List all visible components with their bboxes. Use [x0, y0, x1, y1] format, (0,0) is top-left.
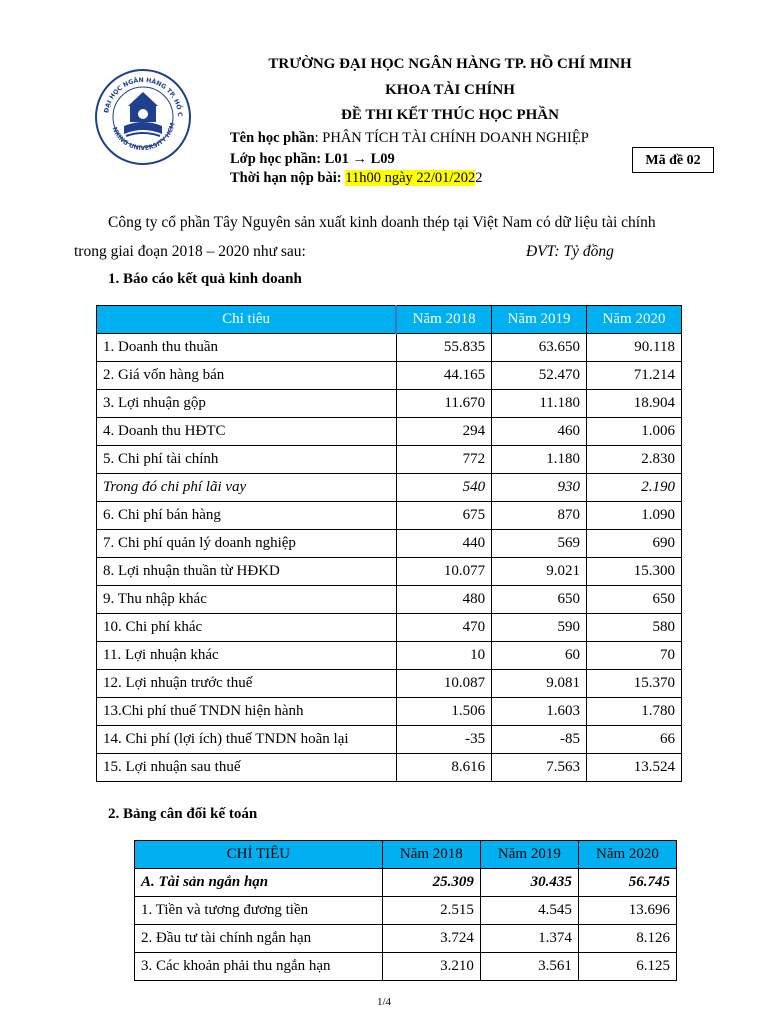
value-2019: 1.374: [480, 925, 578, 953]
table-row: [97, 558, 682, 586]
col-header-indicator: Chỉ tiêu: [97, 306, 397, 334]
deadline-sep: :: [336, 170, 346, 186]
row-label: 3. Lợi nhuận gộp: [97, 390, 397, 418]
value-2019: 569: [492, 530, 587, 558]
value-2018: 10: [396, 642, 491, 670]
row-label: A. Tài sản ngắn hạn: [135, 869, 383, 897]
value-2020: 66: [587, 726, 682, 754]
row-label: 5. Chi phí tài chính: [97, 446, 397, 474]
value-2019: 4.545: [480, 897, 578, 925]
row-label: 8. Lợi nhuận thuần từ HĐKD: [97, 558, 397, 586]
row-label: 2. Đầu tư tài chính ngắn hạn: [135, 925, 383, 953]
table-row: [97, 754, 682, 782]
value-2020: 650: [587, 586, 682, 614]
table-row: [135, 897, 677, 925]
row-label: 3. Các khoản phải thu ngắn hạn: [135, 953, 383, 981]
value-2020: 2.190: [587, 474, 682, 502]
col-header-indicator: CHỈ TIÊU: [135, 841, 383, 869]
intro-line-1: Công ty cổ phần Tây Nguyên sản xuất kinh doanh thép tại Việt Nam có dữ liệu tài chính: [108, 214, 656, 231]
class-line: [230, 151, 395, 168]
value-2019: 650: [492, 586, 587, 614]
value-2018: 675: [396, 502, 491, 530]
col-header-2019: Năm 2019: [480, 841, 578, 869]
row-label: 9. Thu nhập khác: [97, 586, 397, 614]
university-name: TRƯỜNG ĐẠI HỌC NGÂN HÀNG TP. HỒ CHÍ MINH: [268, 56, 632, 72]
unit-note: ĐVT: Tỷ đồng: [526, 243, 614, 260]
value-2018: 294: [396, 418, 491, 446]
value-2019: 9.021: [492, 558, 587, 586]
value-2019: 870: [492, 502, 587, 530]
row-label: Trong đó chi phí lãi vay: [97, 474, 397, 502]
value-2018: 540: [396, 474, 491, 502]
course-label: Tên học phần: [230, 130, 315, 146]
deadline-line: [230, 170, 482, 187]
value-2020: 1.780: [587, 698, 682, 726]
value-2020: 15.370: [587, 670, 682, 698]
value-2019: 52.470: [492, 362, 587, 390]
course-line: [230, 130, 589, 147]
col-header-2018: Năm 2018: [396, 306, 491, 334]
row-label: 11. Lợi nhuận khác: [97, 642, 397, 670]
logo-text-bottom: NKING UNIVERSITY HCM: [110, 122, 177, 153]
col-header-2018: Năm 2018: [382, 841, 480, 869]
row-label: 4. Doanh thu HĐTC: [97, 418, 397, 446]
value-2018: 3.724: [382, 925, 480, 953]
value-2020: 18.904: [587, 390, 682, 418]
table-row: [135, 925, 677, 953]
table-row: [97, 446, 682, 474]
value-2019: 930: [492, 474, 587, 502]
row-label: 1. Doanh thu thuần: [97, 334, 397, 362]
table-row: [97, 530, 682, 558]
value-2018: 470: [396, 614, 491, 642]
value-2018: 10.077: [396, 558, 491, 586]
intro-line-2-text: trong giai đoạn 2018 – 2020 như sau:: [74, 243, 306, 260]
table-row: [97, 502, 682, 530]
value-2019: 1.180: [492, 446, 587, 474]
value-2019: 30.435: [480, 869, 578, 897]
course-value: : PHÂN TÍCH TÀI CHÍNH DOANH NGHIỆP: [314, 130, 589, 146]
table-row: [97, 586, 682, 614]
value-2018: 44.165: [396, 362, 491, 390]
value-2018: 11.670: [396, 390, 491, 418]
table-row: [97, 670, 682, 698]
value-2019: 590: [492, 614, 587, 642]
university-logo: [94, 68, 192, 166]
value-2019: 1.603: [492, 698, 587, 726]
exam-title: ĐỀ THI KẾT THÚC HỌC PHẦN: [341, 107, 559, 123]
value-2020: 56.745: [578, 869, 676, 897]
value-2020: 90.118: [587, 334, 682, 362]
value-2020: 1.006: [587, 418, 682, 446]
value-2018: -35: [396, 726, 491, 754]
value-2020: 15.300: [587, 558, 682, 586]
row-label: 12. Lợi nhuận trước thuế: [97, 670, 397, 698]
table-row: [97, 334, 682, 362]
intro-line-2: [74, 243, 714, 261]
income-statement-table: [96, 305, 682, 782]
table-header-row: [135, 841, 677, 869]
value-2019: 9.081: [492, 670, 587, 698]
table-header-row: [97, 306, 682, 334]
table-row: [135, 869, 677, 897]
section2-title: 2. Bảng cân đối kế toán: [108, 806, 258, 822]
value-2019: 63.650: [492, 334, 587, 362]
value-2020: 1.090: [587, 502, 682, 530]
value-2019: 3.561: [480, 953, 578, 981]
row-label: 1. Tiền và tương đương tiền: [135, 897, 383, 925]
deadline-highlight: 11h00 ngày 22/01/202: [345, 170, 476, 186]
deadline-label: Thời hạn nộp bài: [230, 170, 337, 186]
value-2020: 13.696: [578, 897, 676, 925]
table-row: [97, 390, 682, 418]
row-label: 15. Lợi nhuận sau thuế: [97, 754, 397, 782]
value-2018: 55.835: [396, 334, 491, 362]
row-label: 6. Chi phí bán hàng: [97, 502, 397, 530]
page-number: 1/4: [376, 996, 392, 1008]
value-2018: 10.087: [396, 670, 491, 698]
row-label: 14. Chi phí (lợi ích) thuế TNDN hoãn lại: [97, 726, 397, 754]
value-2019: -85: [492, 726, 587, 754]
table-row: [97, 614, 682, 642]
value-2019: 60: [492, 642, 587, 670]
value-2018: 25.309: [382, 869, 480, 897]
row-label: 10. Chi phí khác: [97, 614, 397, 642]
value-2020: 8.126: [578, 925, 676, 953]
value-2020: 2.830: [587, 446, 682, 474]
value-2019: 7.563: [492, 754, 587, 782]
balance-sheet-table: [134, 840, 677, 981]
value-2020: 6.125: [578, 953, 676, 981]
value-2020: 13.524: [587, 754, 682, 782]
value-2020: 580: [587, 614, 682, 642]
faculty-name: KHOA TÀI CHÍNH: [385, 82, 515, 98]
deadline-tail: 2: [475, 170, 483, 186]
col-header-2020: Năm 2020: [587, 306, 682, 334]
row-label: 7. Chi phí quản lý doanh nghiệp: [97, 530, 397, 558]
value-2018: 480: [396, 586, 491, 614]
table-row: [135, 953, 677, 981]
class-label: Lớp học phần: [230, 151, 317, 167]
table-row: [97, 726, 682, 754]
table-row: [97, 362, 682, 390]
col-header-2019: Năm 2019: [492, 306, 587, 334]
section1-title: 1. Báo cáo kết quả kinh doanh: [108, 271, 302, 287]
table-row: [97, 642, 682, 670]
value-2018: 440: [396, 530, 491, 558]
value-2018: 1.506: [396, 698, 491, 726]
value-2020: 71.214: [587, 362, 682, 390]
row-label: 13.Chi phí thuế TNDN hiện hành: [97, 698, 397, 726]
row-label: 2. Giá vốn hàng bán: [97, 362, 397, 390]
value-2018: 772: [396, 446, 491, 474]
class-value: : L01 → L09: [316, 151, 395, 167]
exam-code-box: Mã đề 02: [632, 147, 714, 173]
value-2018: 3.210: [382, 953, 480, 981]
value-2018: 8.616: [396, 754, 491, 782]
col-header-2020: Năm 2020: [578, 841, 676, 869]
table-row: [97, 418, 682, 446]
logo-text-top: ĐẠI HỌC NGÂN HÀNG TP. HỒ C: [103, 76, 184, 117]
table-row: [97, 474, 682, 502]
value-2019: 11.180: [492, 390, 587, 418]
table-row: [97, 698, 682, 726]
value-2020: 70: [587, 642, 682, 670]
value-2019: 460: [492, 418, 587, 446]
value-2020: 690: [587, 530, 682, 558]
value-2018: 2.515: [382, 897, 480, 925]
